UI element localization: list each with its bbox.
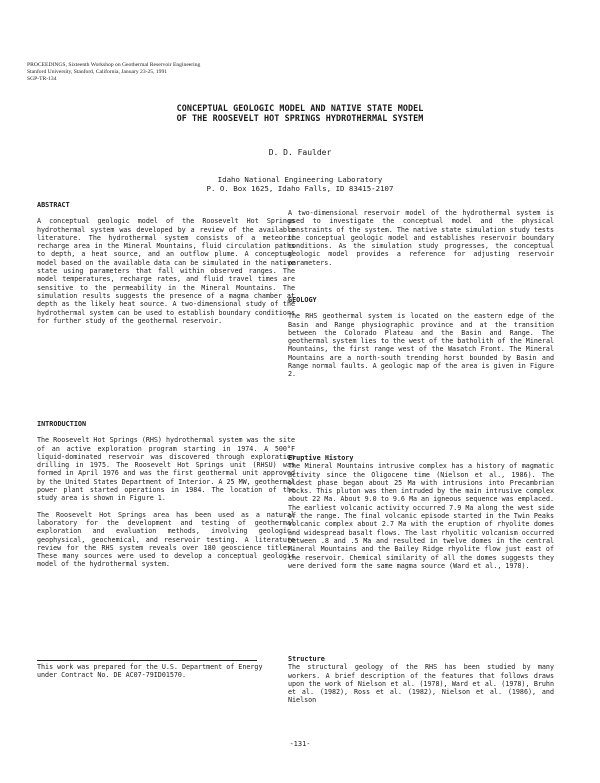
paragraph: The structural geology of the RHS has been studied by many workers. A brief description of the features that follows draws upon the work of Nielson et al. (1978), Ward et al. (1978), Bruhn et al. (1982), Ross et al. (1982), Nielson et al. (1986), and Nielson: [288, 663, 554, 705]
abstract-text: A conceptual geologic model of the Roosevelt Hot Springs hydrothermal system was developed by a review of the available literature. The hydrothermal system consists of a meteoric recharge area in the Mineral Mountains, fluid circulation paths to depth, a heat source, and an outflow plume. A conceptual model based on the available data can be simulated in the native state using parameters that fall within observed ranges. The model temperatures, recharge rates, and fluid travel times are sensitive to the permeability in the Mineral Mountains. The simulation results suggests the presence of a magma chamber at depth as the likely heat source. A two-dimensional study of the hydrothermal system can be used to establish boundary conditions for further study of the geothermal reservoir.: [37, 217, 295, 325]
header-line: SGP-TR-134: [27, 76, 57, 82]
footnote: This work was prepared for the U.S. Department of Energy under Contract No. DE AC07-79ID01570.: [37, 663, 263, 680]
page-number: -131-: [289, 740, 311, 748]
paragraph: A two-dimensional reservoir model of the hydrothermal system is used to investigate the conceptual model and the physical constraints of the system. The native state simulation study tests the conceptual geologic model and establishes reservoir boundary conditions. As the simulation study progresses, the conceptual geologic model provides a reference for adjusting reservoir parameters.: [288, 209, 554, 267]
author-name: D. D. Faulder: [268, 148, 332, 157]
paper-title: [70, 103, 530, 123]
structure-section: [288, 655, 554, 705]
affiliation-line: Idaho National Engineering Laboratory: [217, 175, 383, 184]
subsection-heading: Eruptive History: [288, 454, 354, 462]
affiliation-line: P. O. Box 1625, Idaho Falls, ID 83415-2107: [206, 183, 394, 193]
section-heading: INTRODUCTION: [37, 420, 87, 428]
subsection-heading: Structure: [288, 655, 325, 663]
eruptive-history-section: [288, 454, 554, 570]
section-heading: ABSTRACT: [37, 201, 70, 209]
paragraph: The Roosevelt Hot Springs (RHS) hydrothermal system was the site of an active exploration program starting in 1974. A 500°F liquid-dominated reservoir was discovered through exploration drilling in 1975. The Roosevelt Hot Springs unit (RHSU) was formed in April 1976 and was the first geothermal unit approved by the United States Department of Interior. A 25 MW, geothermal power plant started operations in 1984. The location of the study area is shown in Figure 1.: [37, 436, 295, 503]
paragraph: The Mineral Mountains intrusive complex has a history of magmatic activity since the Oligocene time (Nielson et al., 1986). The oldest phase began about 25 Ma with intrusions into Precambrian rocks. This pluton was then intruded by the main intrusive complex about 22 Ma. About 9.0 to 9.6 Ma an igneous sequence was emplaced. The earliest volcanic activity occurred 7.9 Ma along the west side of the range. The final volcanic episode started in the Twin Peaks volcanic complex about 2.7 Ma with the eruption of rhyolite domes and widespread basalt flows. The last rhyolitic volcanism occurred between .8 and .5 Ma and resulted in twelve domes in the central Mineral Mountains and the Bailey Ridge rhyolite flow just east of the reservoir. Chemical similarity of all the domes suggests they were derived form the same magma source (Ward et al., 1978).: [288, 462, 554, 570]
header-line: PROCEEDINGS, Sixteenth Workshop on Geothermal Reservoir Engineering: [27, 62, 201, 68]
abstract-section: [37, 201, 295, 325]
title-line: CONCEPTUAL GEOLOGIC MODEL AND NATIVE STATE MODEL: [176, 103, 424, 113]
title-line: OF THE ROOSEVELT HOT SPRINGS HYDROTHERMAL SYSTEM: [176, 113, 424, 123]
introduction-section: [37, 420, 295, 569]
paragraph: The Roosevelt Hot Springs area has been used as a natural laboratory for the development and testing of geothermal exploration and evaluation methods, involving geologic, geophysical, geochemical, and reservoir testing. A literature review for the RHS system reveals over 180 geoscience titles. These many sources were used to develop a conceptual geologic model of the hydrothermal system.: [37, 510, 295, 569]
header-line: Stanford University, Stanford, California, January 23-25, 1991: [27, 69, 168, 75]
proceedings-header: [27, 62, 447, 83]
affiliation: [150, 176, 450, 193]
right-intro-section: [288, 209, 554, 267]
footnote-rule: [37, 660, 257, 661]
paragraph: The RHS geothermal system is located on the eastern edge of the Basin and Range physiographic province and at the transition between the Colorado Plateau and the Basin and Range. The geothermal system lies to the west of the batholith of the Mineral Mountains, the first range west of the Wasatch Front. The Mineral Mountains are a north-south trending horst bounded by Basin and Range normal faults. A geologic map of the area is given in Figure 2.: [288, 312, 554, 379]
geology-section: [288, 296, 554, 379]
section-heading: GEOLOGY: [288, 296, 317, 304]
